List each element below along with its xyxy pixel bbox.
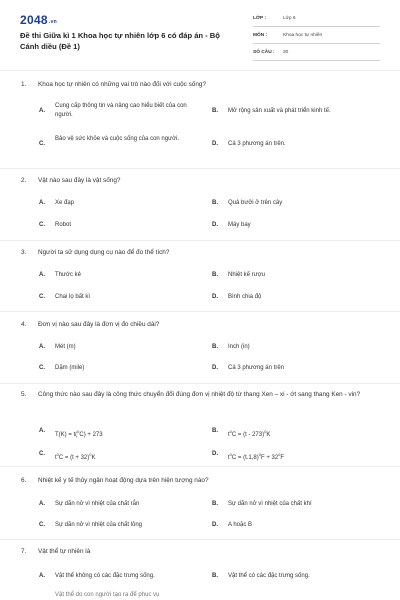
option-letter: D. bbox=[212, 294, 218, 300]
formula-sup: 0 bbox=[278, 452, 281, 457]
option-text: Dặm (mile) bbox=[55, 365, 85, 371]
formula-sup: 0 bbox=[229, 452, 232, 457]
question-text: Đơn vị nào sau đây là đơn vị đo chiều dài? bbox=[38, 321, 160, 328]
option-text: Chai lọ bất kì bbox=[55, 294, 91, 300]
option-text: Sự dãn nở vì nhiệt của chất rắn bbox=[55, 501, 140, 507]
question-number: 4. bbox=[21, 321, 27, 328]
question-text: Nhiệt kế y tế thủy ngân hoạt động dựa trên hiện tượng nào? bbox=[38, 477, 209, 484]
question-number: 3. bbox=[21, 249, 27, 256]
question-separator bbox=[0, 539, 400, 540]
option-letter: B. bbox=[212, 428, 218, 434]
formula-part: t bbox=[55, 455, 57, 461]
option-letter: C. bbox=[39, 522, 45, 528]
option-letter: C. bbox=[39, 294, 45, 300]
option-text bbox=[228, 427, 270, 440]
option-text: Máy bay bbox=[228, 222, 251, 228]
meta-row-count bbox=[253, 47, 380, 61]
option-letter: A. bbox=[39, 108, 45, 114]
header-divider bbox=[0, 70, 400, 71]
site-logo[interactable] bbox=[20, 13, 57, 27]
option-letter: D. bbox=[212, 522, 218, 528]
option-text: Sự dãn nở vì nhiệt của chất khí bbox=[228, 501, 312, 507]
option-letter: B. bbox=[212, 344, 218, 350]
question-text: Khoa học tự nhiên có những vai trò nào đối với cuộc sống? bbox=[38, 81, 207, 88]
question-text: Vật nào sau đây là vật sống? bbox=[38, 177, 121, 184]
option-letter: B. bbox=[212, 501, 218, 507]
option-text: Cung cấp thông tin và nâng cao hiểu biết của con người. bbox=[55, 103, 187, 118]
option-letter: C. bbox=[39, 365, 45, 371]
formula-part: t bbox=[228, 432, 230, 438]
question-number: 1. bbox=[21, 81, 27, 88]
option-text: Bình chia độ bbox=[228, 294, 262, 300]
formula-sup: 0 bbox=[264, 429, 267, 434]
formula-part: t bbox=[228, 455, 230, 461]
question-text: Vật thể tự nhiên là bbox=[38, 548, 91, 555]
logo-suffix: .vn bbox=[48, 19, 58, 25]
option-text bbox=[55, 450, 96, 463]
meta-label: SỐ CÂU : bbox=[253, 50, 275, 55]
option-text: Cả 3 phương án trên bbox=[228, 365, 284, 371]
formula-part: C = (t + 32) bbox=[58, 455, 90, 461]
formula-sup: 0 bbox=[56, 452, 59, 457]
question-separator bbox=[0, 240, 400, 241]
option-letter: A. bbox=[39, 200, 45, 206]
formula-part: T(K) = t( bbox=[55, 432, 78, 438]
option-text: Cả 3 phương án trên. bbox=[228, 141, 286, 147]
option-letter: C. bbox=[39, 451, 45, 457]
formula-part: F bbox=[280, 455, 285, 461]
option-letter: D. bbox=[212, 141, 218, 147]
meta-label: MÔN : bbox=[253, 33, 268, 38]
page-title: Đề thi Giữa kì 1 Khoa học tự nhiên lớp 6 có đáp án - Bộ Cánh diều (Đề 1) bbox=[20, 31, 220, 51]
option-text: Thước kẻ bbox=[55, 272, 81, 278]
meta-value: 30 bbox=[283, 50, 289, 55]
question-separator bbox=[0, 383, 400, 384]
question-number: 5. bbox=[21, 391, 27, 398]
option-letter: B. bbox=[212, 272, 218, 278]
option-letter: D. bbox=[212, 365, 218, 371]
option-letter: C. bbox=[39, 141, 45, 147]
option-text: Sự dãn nở vì nhiệt của chất lỏng bbox=[55, 522, 143, 528]
option-letter: A. bbox=[39, 573, 45, 579]
option-text: Bảo vệ sức khỏe và cuộc sống của con người. bbox=[55, 136, 180, 142]
option-text bbox=[228, 450, 284, 463]
option-letter: B. bbox=[212, 108, 218, 114]
option-letter: A. bbox=[39, 428, 45, 434]
formula-part: K bbox=[91, 455, 96, 461]
meta-value: Lớp 6 bbox=[283, 16, 296, 21]
option-text: Nhiệt kế rượu bbox=[228, 272, 265, 278]
formula-part: K bbox=[266, 432, 271, 438]
formula-part: C) + 273 bbox=[79, 432, 103, 438]
option-letter: A. bbox=[39, 344, 45, 350]
option-letter: A. bbox=[39, 501, 45, 507]
question-separator bbox=[0, 168, 400, 169]
option-text bbox=[55, 427, 103, 440]
meta-label: LỚP : bbox=[253, 16, 267, 21]
option-letter: B. bbox=[212, 573, 218, 579]
formula-sup: 0 bbox=[229, 429, 232, 434]
formula-part: C = (t - 273) bbox=[231, 432, 265, 438]
question-number: 6. bbox=[21, 477, 27, 484]
formula-part: C = (t.1,8) bbox=[231, 455, 259, 461]
meta-value: Khoa học tự nhiên bbox=[283, 33, 323, 38]
option-text: Robot bbox=[55, 222, 72, 228]
document-header bbox=[0, 0, 400, 68]
question-text: Công thức nào sau đây là công thức chuyển đổi đúng đơn vị nhiệt độ từ thang Xen – xi - ớt sang thang Ken - vin? bbox=[38, 391, 361, 398]
option-letter: C. bbox=[39, 222, 45, 228]
formula-sup: 0 bbox=[89, 452, 92, 457]
option-text: Vật thể không có các đặc trưng sống. bbox=[55, 573, 155, 579]
option-text: Vật thể do con người tạo ra để phục vụ bbox=[55, 592, 160, 598]
question-number: 7. bbox=[21, 548, 27, 555]
exam-meta bbox=[253, 13, 380, 64]
question-separator bbox=[0, 466, 400, 467]
option-c-partial[interactable] bbox=[55, 591, 255, 600]
logo-text: 2048 bbox=[20, 13, 48, 27]
option-text: Xe đạp bbox=[55, 200, 75, 206]
question-text: Người ta sử dụng dụng cụ nào để đo thể tích? bbox=[38, 249, 170, 256]
option-letter: B. bbox=[212, 200, 218, 206]
formula-sup: 0 bbox=[258, 452, 261, 457]
option-text: Quả bưởi ở trên cây bbox=[228, 200, 283, 206]
question-number: 2. bbox=[21, 177, 27, 184]
meta-row-subject bbox=[253, 30, 380, 44]
option-letter: A. bbox=[39, 272, 45, 278]
option-letter: D. bbox=[212, 222, 218, 228]
meta-row-class bbox=[253, 13, 380, 27]
option-text: Mở rộng sản xuất và phát triển kinh tế. bbox=[228, 108, 331, 114]
formula-sup: 0 bbox=[77, 429, 80, 434]
formula-part: F + 32 bbox=[260, 455, 279, 461]
option-text: Mét (m) bbox=[55, 344, 76, 350]
option-text: Vật thể có các đặc trưng sống. bbox=[228, 573, 310, 579]
option-letter: D. bbox=[212, 451, 218, 457]
question-separator bbox=[0, 311, 400, 312]
option-text: A hoặc B bbox=[228, 522, 253, 528]
option-text: Inch (in) bbox=[228, 344, 250, 350]
